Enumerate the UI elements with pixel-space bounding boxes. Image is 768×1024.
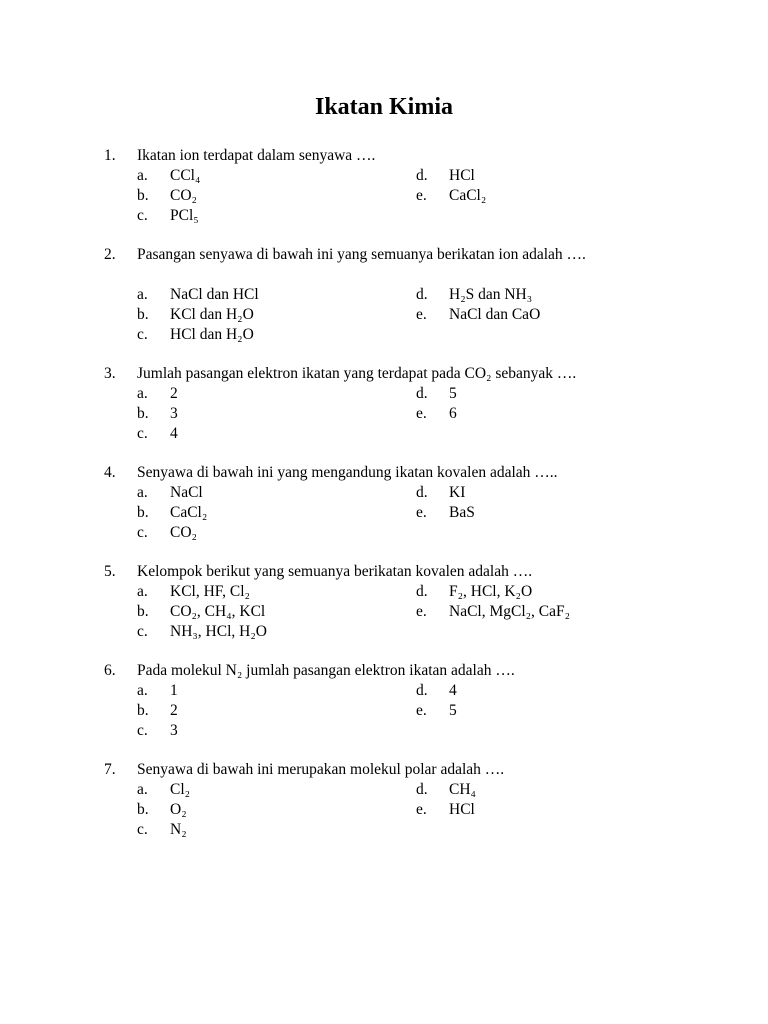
option-letter: a. bbox=[137, 682, 148, 699]
question-number: 5. bbox=[104, 563, 116, 580]
option-letter: a. bbox=[137, 484, 148, 501]
option-text: 1 bbox=[170, 682, 178, 699]
option-letter: d. bbox=[416, 484, 428, 501]
option-letter: e. bbox=[416, 801, 427, 818]
option-text: F₂, HCl, K₂O bbox=[449, 583, 533, 600]
option-letter: e. bbox=[416, 187, 427, 204]
question-text: Senyawa di bawah ini merupakan molekul polar adalah …. bbox=[137, 761, 505, 778]
option-letter: c. bbox=[137, 425, 148, 442]
question-text: Ikatan ion terdapat dalam senyawa …. bbox=[137, 147, 376, 164]
option-text: 3 bbox=[170, 722, 178, 739]
option-letter: d. bbox=[416, 286, 428, 303]
option-text: HCl dan H₂O bbox=[170, 326, 254, 343]
option-letter: c. bbox=[137, 524, 148, 541]
option-text: 6 bbox=[449, 405, 457, 422]
question-number: 1. bbox=[104, 147, 116, 164]
question-number: 3. bbox=[104, 365, 116, 382]
question-text: Pada molekul N₂ jumlah pasangan elektron ikatan adalah …. bbox=[137, 662, 515, 679]
option-letter: d. bbox=[416, 781, 428, 798]
option-letter: e. bbox=[416, 603, 427, 620]
option-letter: a. bbox=[137, 286, 148, 303]
option-text: BaS bbox=[449, 504, 475, 521]
option-text: NaCl, MgCl₂, CaF₂ bbox=[449, 603, 571, 620]
option-letter: b. bbox=[137, 603, 149, 620]
question-number: 7. bbox=[104, 761, 116, 778]
option-text: HCl bbox=[449, 801, 475, 818]
option-letter: d. bbox=[416, 682, 428, 699]
option-text: 5 bbox=[449, 385, 457, 402]
question-text: Jumlah pasangan elektron ikatan yang terdapat pada CO₂ sebanyak …. bbox=[137, 365, 577, 382]
option-text: 4 bbox=[170, 425, 178, 442]
question-number: 4. bbox=[104, 464, 116, 481]
option-letter: c. bbox=[137, 821, 148, 838]
option-text: 4 bbox=[449, 682, 457, 699]
option-letter: e. bbox=[416, 702, 427, 719]
option-letter: a. bbox=[137, 385, 148, 402]
option-letter: e. bbox=[416, 306, 427, 323]
option-letter: c. bbox=[137, 207, 148, 224]
option-text: CO₂, CH₄, KCl bbox=[170, 603, 266, 620]
option-text: KCl, HF, Cl₂ bbox=[170, 583, 250, 600]
option-text: 2 bbox=[170, 385, 178, 402]
question-number: 2. bbox=[104, 246, 116, 263]
option-text: CaCl₂ bbox=[449, 187, 487, 204]
option-text: H₂S dan NH₃ bbox=[449, 286, 533, 303]
question-text: Kelompok berikut yang semuanya berikatan kovalen adalah …. bbox=[137, 563, 533, 580]
option-letter: e. bbox=[416, 405, 427, 422]
option-text: NaCl dan HCl bbox=[170, 286, 259, 303]
option-text: 3 bbox=[170, 405, 178, 422]
option-letter: a. bbox=[137, 583, 148, 600]
option-text: CO₂ bbox=[170, 524, 197, 541]
option-text: NaCl bbox=[170, 484, 203, 501]
option-letter: a. bbox=[137, 167, 148, 184]
option-text: CCl₄ bbox=[170, 167, 201, 184]
option-letter: b. bbox=[137, 504, 149, 521]
option-letter: b. bbox=[137, 306, 149, 323]
option-text: O₂ bbox=[170, 801, 187, 818]
option-text: CH₄ bbox=[449, 781, 476, 798]
option-letter: d. bbox=[416, 167, 428, 184]
option-letter: b. bbox=[137, 405, 149, 422]
option-letter: d. bbox=[416, 385, 428, 402]
option-letter: c. bbox=[137, 722, 148, 739]
option-letter: c. bbox=[137, 623, 148, 640]
option-letter: b. bbox=[137, 801, 149, 818]
option-text: N₂ bbox=[170, 821, 187, 838]
option-text: NaCl dan CaO bbox=[449, 306, 541, 323]
option-letter: b. bbox=[137, 702, 149, 719]
option-text: Cl₂ bbox=[170, 781, 191, 798]
page-title: Ikatan Kimia bbox=[314, 94, 454, 120]
option-text: PCl₅ bbox=[170, 207, 199, 224]
option-letter: d. bbox=[416, 583, 428, 600]
option-text: CaCl₂ bbox=[170, 504, 208, 521]
question-number: 6. bbox=[104, 662, 116, 679]
option-letter: c. bbox=[137, 326, 148, 343]
option-text: KI bbox=[449, 484, 466, 501]
option-text: 5 bbox=[449, 702, 457, 719]
option-text: 2 bbox=[170, 702, 178, 719]
option-text: NH₃, HCl, H₂O bbox=[170, 623, 267, 640]
option-text: KCl dan H₂O bbox=[170, 306, 254, 323]
option-letter: e. bbox=[416, 504, 427, 521]
option-letter: a. bbox=[137, 781, 148, 798]
option-text: CO₂ bbox=[170, 187, 197, 204]
option-text: HCl bbox=[449, 167, 475, 184]
option-letter: b. bbox=[137, 187, 149, 204]
question-text: Pasangan senyawa di bawah ini yang semuanya berikatan ion adalah …. bbox=[137, 246, 586, 263]
question-text: Senyawa di bawah ini yang mengandung ikatan kovalen adalah ….. bbox=[137, 464, 558, 481]
